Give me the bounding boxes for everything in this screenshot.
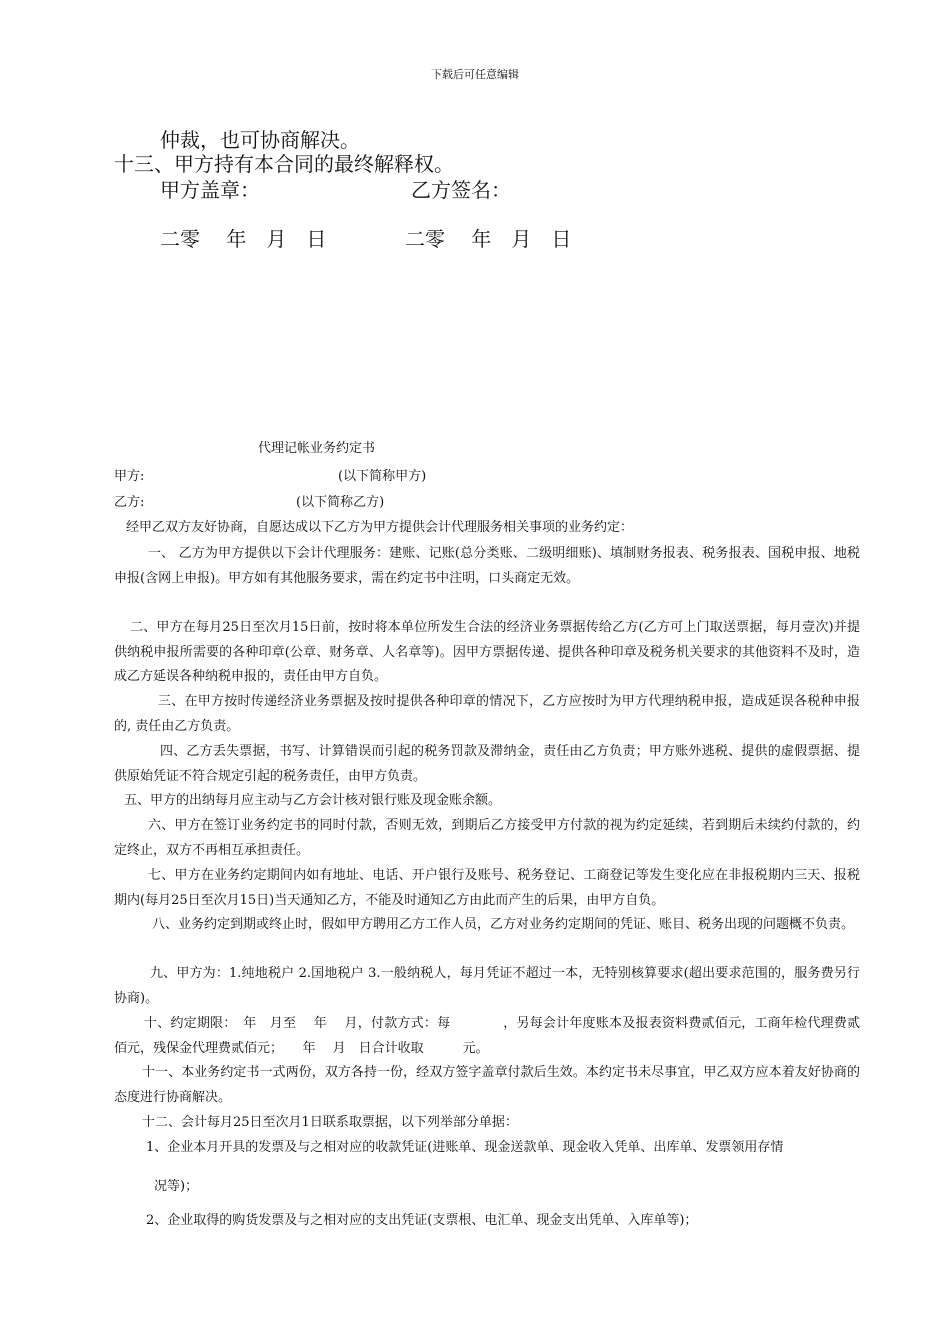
clause-2: 二、甲方在每月25日至次月15日前，按时将本单位所发生合法的经济业务票据传给乙方(乙方可上门取送票据，每月壹次)并提供纳税申报所需要的各种印章(公章、财务章、人名章等)。因甲方票据传递、提供各种印章及税务机关要求的其他资料不及时，造成乙方延误各种纳税申报的，责任由甲方自负。	[114, 620, 860, 684]
arbitration-line: 仲裁，也可协商解决。	[160, 128, 360, 152]
clause-8: 八、业务约定到期或终止时，假如甲方聘用乙方工作人员，乙方对业务约定期间的凭证、账目、税务出现的问题概不负责。	[152, 917, 855, 932]
intro-paragraph: 经甲乙双方友好协商，自愿达成以下乙方为甲方提供会计代理服务相关事项的业务约定：	[126, 520, 634, 535]
clause-7: 七、甲方在业务约定期间内如有地址、电话、开户银行及账号、税务登记、工商登记等发生变化应在非报税期内三天、报税期内(每月25日至次月15日)当天通知乙方，不能及时通知乙方由此而产生的后果，由甲方自负。	[114, 868, 860, 908]
clause-1: 一、 乙方为甲方提供以下会计代理服务：建账、记账(总分类账、二级明细账)、填制财务报表、税务报表、国税申报、地税申报(含网上申报)。甲方如有其他服务要求，需在约定书中注明，口头商定无效。	[114, 546, 860, 586]
party-b-label: 乙方:	[114, 495, 145, 510]
clause-11: 十一、本业务约定书一式两份，双方各持一份，经双方签字盖章付款后生效。本约定书未尽事宜，甲乙双方应本着友好协商的态度进行协商解决。	[114, 1065, 860, 1105]
clause-9: 九、甲方为：1.纯地税户 2.国地税户 3.一般纳税人，每月凭证不超过一本，无特别核算要求(超出要求范围的，服务费另行协商)。	[114, 966, 860, 1006]
list-item-1: 1、企业本月开具的发票及与之相对应的收款凭证(进账单、现金送款单、现金收入凭单、出库单、发票领用存情	[146, 1140, 784, 1155]
document-title: 代理记帐业务约定书	[258, 441, 376, 456]
clause-6: 六、甲方在签订业务约定书的同时付款，否则无效，到期后乙方接受甲方付款的视为约定延续，若到期后未续约付款的，约定终止，双方不再相互承担责任。	[114, 818, 860, 858]
clause-3: 三、在甲方按时传递经济业务票据及按时提供各种印章的情况下，乙方应按时为甲方代理纳税申报，造成延误各税种申报的, 责任由乙方负责。	[114, 694, 860, 734]
clause-4: 四、乙方丢失票据，书写、计算错误而引起的税务罚款及滞纳金，责任由乙方负责；甲方账外逃税、提供的虚假票据、提供原始凭证不符合规定引起的税务责任，由甲方负责。	[114, 744, 860, 784]
list-item-1-cont: 况等)；	[154, 1179, 199, 1194]
list-item-2: 2、企业取得的购货发票及与之相对应的支出凭证(支票根、电汇单、现金支出凭单、入库单等)；	[146, 1213, 698, 1228]
party-a-label: 甲方:	[114, 469, 145, 484]
party-b-sign-label: 乙方签名：	[411, 178, 511, 202]
party-a-seal-label: 甲方盖章：	[160, 178, 260, 202]
clause-5: 五、甲方的出纳每月应主动与乙方会计核对银行账及现金账余额。	[124, 793, 502, 808]
party-b-date: 二零 年 月 日	[405, 227, 572, 251]
party-b-note: (以下简称乙方)	[296, 495, 385, 510]
party-a-date: 二零 年 月 日	[160, 227, 327, 251]
page-header: 下载后可任意编辑	[431, 68, 519, 81]
interpretation-clause: 十三、甲方持有本合同的最终解释权。	[114, 152, 454, 176]
clause-12: 十二、会计每月25日至次月1日联系取票据，以下列举部分单据：	[142, 1115, 518, 1130]
clause-10: 十、约定期限： 年 月至 年 月，付款方式：每 ，另每会计年度账本及报表资料费贰佰元，工商年检代理费贰佰元，残保金代理费贰佰元； 年 月 日合计收取 元。	[114, 1016, 860, 1056]
party-a-note: (以下简称甲方)	[338, 469, 427, 484]
